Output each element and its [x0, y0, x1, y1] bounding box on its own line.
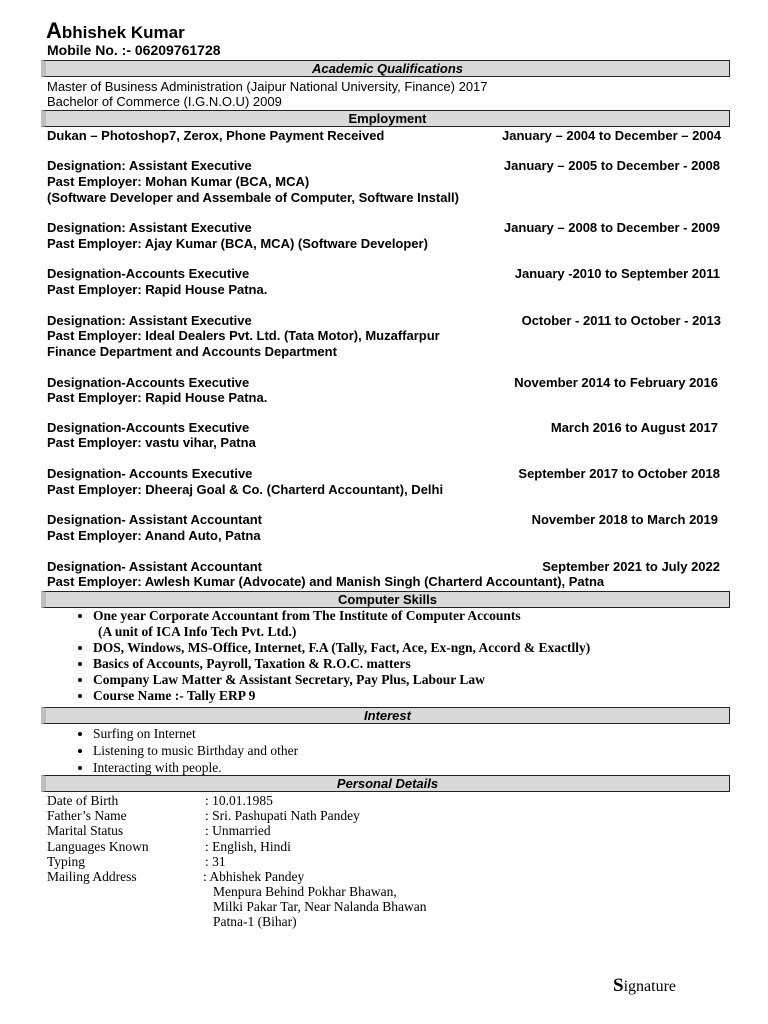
job-line: Past Employer: Mohan Kumar (BCA, MCA): [47, 174, 310, 189]
job-dates: September 2021 to July 2022: [542, 559, 720, 574]
personal-value: : English, Hindi: [205, 839, 291, 854]
job-line: Designation- Accounts Executive: [47, 466, 253, 481]
personal-label: Languages Known: [47, 839, 149, 854]
section-academic-qualifications: Academic Qualifications: [41, 60, 730, 77]
address-line: Patna-1 (Bihar): [213, 914, 297, 929]
job-line: Designation: Assistant Executive: [47, 313, 252, 328]
section-personal-details: Personal Details: [41, 775, 730, 792]
personal-label: Date of Birth: [47, 793, 119, 808]
personal-value: : Sri. Pashupati Nath Pandey: [205, 808, 360, 823]
job-line: Past Employer: vastu vihar, Patna: [47, 435, 256, 450]
skills-list: [74, 608, 590, 704]
list-item: • Company Law Matter & Assistant Secretary, Pay Plus, Labour Law: [93, 672, 590, 688]
section-computer-skills: Computer Skills: [41, 591, 730, 608]
job-line: Past Employer: Rapid House Patna.: [47, 390, 268, 405]
job-line: Past Employer: Anand Auto, Patna: [47, 528, 261, 543]
job-dates: January – 2008 to December - 2009: [503, 220, 720, 235]
signature-label: Signature: [613, 975, 676, 996]
job-line: (Software Developer and Assembale of Computer, Software Install): [47, 190, 460, 205]
job-line: Designation-Accounts Executive: [47, 420, 250, 435]
job-dates: November 2018 to March 2019: [531, 512, 718, 527]
job-dates: January -2010 to September 2011: [514, 266, 720, 281]
job-dates: January – 2004 to December – 2004: [502, 128, 721, 143]
job-line: Past Employer: Rapid House Patna.: [47, 282, 268, 297]
job-line: Designation- Assistant Accountant: [47, 512, 263, 527]
personal-label: Marital Status: [47, 823, 124, 838]
job-dates: March 2016 to August 2017: [550, 420, 718, 435]
address-line: Milki Pakar Tar, Near Nalanda Bhawan: [213, 899, 427, 914]
job-line: Dukan – Photoshop7, Zerox, Phone Payment Received: [47, 128, 385, 143]
academic-item: Master of Business Administration (Jaipur National University, Finance) 2017: [47, 79, 488, 94]
list-item: • Surfing on Internet: [93, 725, 298, 742]
job-line: Designation: Assistant Executive: [47, 158, 252, 173]
job-line: Past Employer: Awlesh Kumar (Advocate) and Manish Singh (Charterd Accountant), Patna: [47, 574, 605, 589]
personal-label: Mailing Address: [47, 869, 137, 884]
interest-list: [74, 725, 298, 776]
job-dates: November 2014 to February 2016: [514, 375, 718, 390]
list-item: (A unit of ICA Info Tech Pvt. Ltd.): [98, 624, 297, 639]
personal-label: Typing: [47, 854, 86, 869]
mobile-number: Mobile No. :- 06209761728: [47, 42, 221, 58]
academic-item: Bachelor of Commerce (I.G.N.O.U) 2009: [47, 94, 282, 109]
personal-value: : 10.01.1985: [205, 793, 273, 808]
list-item: • Interacting with people.: [93, 759, 298, 776]
list-item: • Listening to music Birthday and other: [93, 742, 298, 759]
personal-label: Father’s Name: [47, 808, 127, 823]
section-interest: Interest: [41, 707, 730, 724]
section-employment: Employment: [41, 110, 730, 127]
job-line: Past Employer: Ideal Dealers Pvt. Ltd. (Tata Motor), Muzaffarpur: [47, 328, 440, 343]
address-line: Menpura Behind Pokhar Bhawan,: [213, 884, 397, 899]
personal-value: : Abhishek Pandey: [203, 869, 305, 884]
job-dates: September 2017 to October 2018: [518, 466, 720, 481]
job-line: Past Employer: Dheeraj Goal & Co. (Charterd Accountant), Delhi: [47, 482, 444, 497]
job-line: Designation-Accounts Executive: [47, 266, 250, 281]
job-line: Finance Department and Accounts Department: [47, 344, 337, 359]
job-dates: October - 2011 to October - 2013: [521, 313, 721, 328]
personal-value: : 31: [205, 854, 226, 869]
candidate-name: Abhishek Kumar: [46, 18, 185, 43]
job-line: Past Employer: Ajay Kumar (BCA, MCA) (Software Developer): [47, 236, 428, 251]
personal-value: : Unmarried: [205, 823, 271, 838]
list-item: • Course Name :- Tally ERP 9: [93, 688, 590, 704]
job-line: Designation-Accounts Executive: [47, 375, 250, 390]
list-item: • One year Corporate Accountant from The Institute of Computer Accounts: [93, 608, 590, 624]
job-line: Designation: Assistant Executive: [47, 220, 252, 235]
list-item: • Basics of Accounts, Payroll, Taxation & R.O.C. matters: [93, 656, 590, 672]
list-item: • DOS, Windows, MS-Office, Internet, F.A (Tally, Fact, Ace, Ex-ngn, Accord & Exactlly): [93, 640, 590, 656]
job-line: Designation- Assistant Accountant: [47, 559, 263, 574]
job-dates: January – 2005 to December - 2008: [503, 158, 720, 173]
